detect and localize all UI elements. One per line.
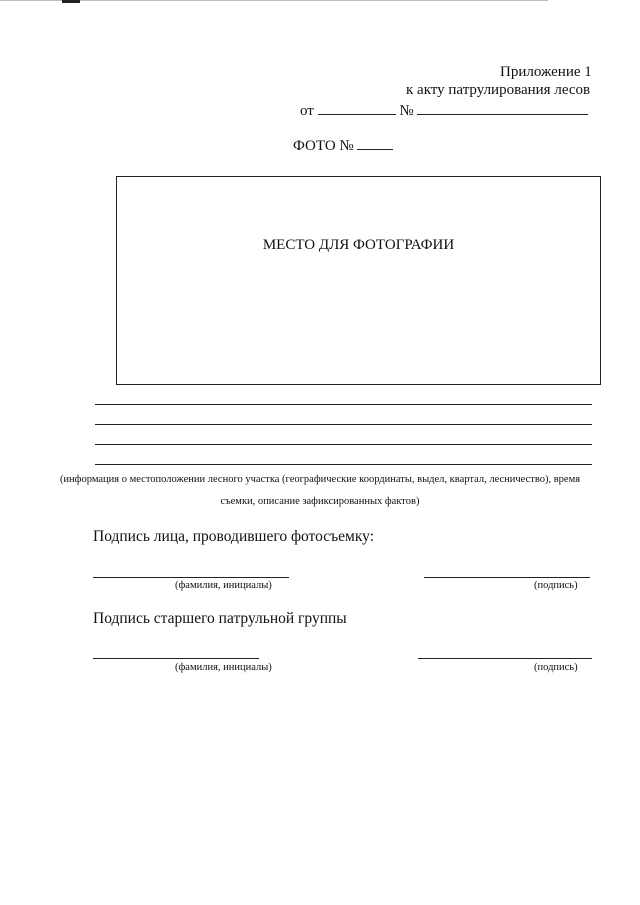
patrol-leader-signature-heading: Подпись старшего патрульной группы xyxy=(93,610,347,627)
date-blank[interactable] xyxy=(318,100,396,115)
photo-number-blank[interactable] xyxy=(357,135,393,150)
patrol-leader-sign-line[interactable] xyxy=(418,658,592,659)
act-number-blank[interactable] xyxy=(417,100,588,115)
photographer-sign-line[interactable] xyxy=(424,577,590,578)
patrol-leader-sign-caption: (подпись) xyxy=(534,662,578,673)
photo-number-row xyxy=(293,135,393,155)
scan-edge-mark xyxy=(62,0,80,3)
patrol-leader-name-line[interactable] xyxy=(93,658,259,659)
info-line-4[interactable] xyxy=(95,464,592,465)
scan-edge-line xyxy=(0,0,548,1)
photo-title: ФОТО № xyxy=(293,138,354,154)
info-line-3[interactable] xyxy=(95,444,592,445)
photographer-sign-caption: (подпись) xyxy=(534,580,578,591)
info-caption-line-1: (информация о местоположении лесного участка (географические координаты, выдел, квартал, лесничество), время xyxy=(59,474,581,485)
photographer-signature-heading: Подпись лица, проводившего фотосъемку: xyxy=(93,528,375,545)
patrol-leader-name-caption: (фамилия, инициалы) xyxy=(175,662,272,673)
appendix-label: Приложение 1 xyxy=(500,64,592,80)
date-number-row xyxy=(300,100,588,120)
act-reference: к акту патрулирования лесов xyxy=(406,82,591,98)
photographer-name-caption: (фамилия, инициалы) xyxy=(175,580,272,591)
info-caption-line-2: съемки, описание зафиксированных фактов) xyxy=(220,496,420,507)
photo-placeholder-label: МЕСТО ДЛЯ ФОТОГРАФИИ xyxy=(262,237,455,253)
photographer-name-line[interactable] xyxy=(93,577,289,578)
from-label: от xyxy=(300,103,314,119)
info-line-2[interactable] xyxy=(95,424,592,425)
number-sign: № xyxy=(399,103,414,119)
photo-placeholder-box[interactable] xyxy=(116,176,601,385)
info-line-1[interactable] xyxy=(95,404,592,405)
